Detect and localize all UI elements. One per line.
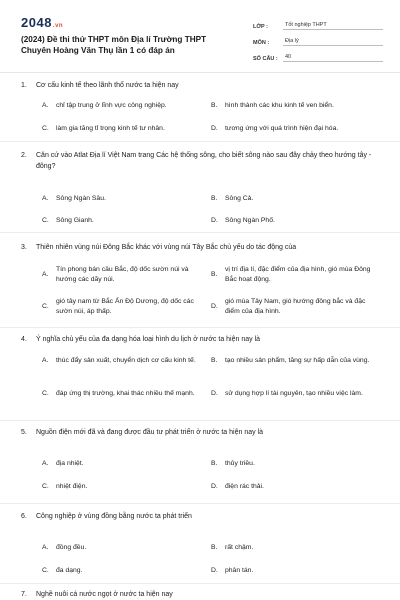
- question-divider: [0, 583, 400, 584]
- option-letter: B.: [211, 271, 218, 278]
- option-letter: B.: [211, 460, 218, 467]
- question-text: Căn cứ vào Atlat Địa lí Việt Nam trang Các hệ thống sông, cho biết sông nào sau đây chảy theo hướng tây - đông?: [36, 152, 372, 170]
- question-2: [21, 150, 383, 224]
- option-b[interactable]: [211, 101, 375, 111]
- question-text: Nghề nuôi cá nước ngọt ở nước ta hiện nay: [36, 591, 173, 598]
- question-divider: [0, 141, 400, 142]
- option-b[interactable]: [211, 459, 375, 469]
- document-title: (2024) Đề thi thử THPT môn Địa lí Trường THPT Chuyên Hoàng Văn Thụ lần 1 có đáp án: [21, 35, 207, 55]
- question-number: 6.: [21, 513, 27, 520]
- option-text: làm gia tăng tỉ trọng kinh tế tư nhân.: [56, 125, 165, 132]
- option-text: tương ứng với quá trình hiện đại hóa.: [225, 125, 339, 132]
- meta-label-class: LỚP :: [253, 24, 268, 30]
- option-d[interactable]: [211, 389, 375, 399]
- question-divider: [0, 420, 400, 421]
- option-letter: C.: [42, 303, 49, 310]
- option-d[interactable]: [211, 297, 375, 317]
- option-letter: A.: [42, 102, 49, 109]
- option-a[interactable]: [42, 194, 206, 204]
- option-letter: D.: [211, 483, 218, 490]
- question-stem: [21, 150, 383, 172]
- option-a[interactable]: [42, 543, 206, 553]
- option-c[interactable]: [42, 216, 206, 226]
- option-c[interactable]: [42, 482, 206, 492]
- option-letter: C.: [42, 567, 49, 574]
- option-text: phân tán.: [225, 567, 254, 574]
- question-divider: [0, 232, 400, 233]
- question-stem: [21, 427, 383, 438]
- logo-main: 2048: [21, 15, 52, 30]
- meta-row-class: [253, 14, 383, 30]
- question-stem: [21, 511, 383, 522]
- question-divider: [0, 327, 400, 328]
- option-a[interactable]: [42, 265, 206, 285]
- option-letter: C.: [42, 483, 49, 490]
- option-b[interactable]: [211, 265, 375, 285]
- question-text: Thiên nhiên vùng núi Đông Bắc khác với vùng núi Tây Bắc chủ yếu do tác động của: [36, 244, 297, 251]
- option-text: nhiệt điện.: [56, 483, 88, 490]
- option-b[interactable]: [211, 543, 375, 553]
- document-meta: [253, 14, 383, 62]
- document-header: [0, 0, 400, 68]
- logo-suffix: .vn: [52, 23, 64, 29]
- question-number: 7.: [21, 591, 27, 598]
- option-text: điện rác thải.: [225, 483, 264, 490]
- option-letter: A.: [42, 357, 49, 364]
- question-text: Nguồn điện mới đã và đang được đầu tư phát triển ở nước ta hiện nay là: [36, 429, 263, 436]
- question-stem: [21, 80, 383, 91]
- option-text: hình thành các khu kinh tế ven biển.: [225, 102, 334, 109]
- question-stem: [21, 589, 383, 600]
- option-letter: A.: [42, 195, 49, 202]
- option-text: Sông Cả.: [225, 195, 254, 202]
- option-text: đồng đều.: [56, 544, 87, 551]
- option-text: đáp ứng thị trường, khai thác nhiều thế mạnh.: [56, 390, 195, 397]
- question-number: 3.: [21, 244, 27, 251]
- option-text: vị trí địa lí, đặc điểm của địa hình, gió mùa Đông Bắc hoạt động.: [225, 266, 371, 283]
- option-c[interactable]: [42, 566, 206, 576]
- option-letter: B.: [211, 102, 218, 109]
- question-number: 5.: [21, 429, 27, 436]
- question-number: 2.: [21, 152, 27, 159]
- option-letter: D.: [211, 217, 218, 224]
- option-letter: B.: [211, 544, 218, 551]
- meta-value-count: 40: [283, 54, 383, 62]
- option-text: sử dụng hợp lí tài nguyên, tạo nhiều việc làm.: [225, 390, 363, 397]
- meta-value-class: Tốt nghiệp THPT: [283, 22, 383, 30]
- option-text: đa dạng.: [56, 567, 83, 574]
- option-letter: C.: [42, 217, 49, 224]
- option-text: thủy triều.: [225, 460, 255, 467]
- question-text: Công nghiệp ở vùng đồng bằng nước ta phát triển: [36, 513, 192, 520]
- meta-label-count: SỐ CÂU :: [253, 56, 278, 62]
- meta-label-subject: MÔN :: [253, 40, 270, 46]
- question-4: [21, 334, 383, 397]
- option-letter: D.: [211, 125, 218, 132]
- option-d[interactable]: [211, 566, 375, 576]
- question-stem: [21, 334, 383, 345]
- option-a[interactable]: [42, 459, 206, 469]
- question-text: Cơ cấu kinh tế theo lãnh thổ nước ta hiện nay: [36, 82, 179, 89]
- option-text: gió mùa Tây Nam, gió hướng đông bắc và đặc điểm của địa hình.: [225, 298, 366, 315]
- question-3: [21, 242, 383, 315]
- option-letter: D.: [211, 303, 218, 310]
- option-a[interactable]: [42, 101, 206, 111]
- meta-value-subject: Địa lý: [283, 38, 383, 46]
- question-5: [21, 427, 383, 490]
- meta-row-subject: [253, 30, 383, 46]
- option-letter: B.: [211, 195, 218, 202]
- option-text: thúc đẩy sản xuất, chuyển dịch cơ cấu kinh tế.: [56, 357, 196, 364]
- option-letter: A.: [42, 271, 49, 278]
- option-text: Sông Ngàn Sâu.: [56, 195, 106, 202]
- option-letter: B.: [211, 357, 218, 364]
- option-letter: A.: [42, 544, 49, 551]
- option-d[interactable]: [211, 482, 375, 492]
- option-c[interactable]: [42, 297, 206, 317]
- option-text: rất chậm.: [225, 544, 254, 551]
- option-text: Sông Gianh.: [56, 217, 94, 224]
- question-stem: [21, 242, 383, 253]
- option-letter: D.: [211, 390, 218, 397]
- option-letter: D.: [211, 567, 218, 574]
- option-d[interactable]: [211, 124, 375, 134]
- option-letter: A.: [42, 460, 49, 467]
- option-b[interactable]: [211, 194, 375, 204]
- option-letter: C.: [42, 390, 49, 397]
- option-text: tạo nhiều sản phẩm, tăng sự hấp dẫn của vùng.: [225, 357, 370, 364]
- question-divider: [0, 503, 400, 504]
- option-d[interactable]: [211, 216, 375, 226]
- option-text: gió tây nam từ Bắc Ấn Độ Dương, độ dốc các sườn núi, áp thấp.: [56, 298, 194, 315]
- site-logo[interactable]: [21, 15, 63, 30]
- option-text: chỉ tập trung ở lĩnh vực công nghiệp.: [56, 102, 167, 109]
- option-a[interactable]: [42, 356, 206, 366]
- question-number: 4.: [21, 336, 27, 343]
- question-1: [21, 80, 383, 132]
- option-letter: C.: [42, 125, 49, 132]
- question-7: [21, 589, 383, 600]
- option-c[interactable]: [42, 389, 206, 399]
- header-divider: [0, 72, 400, 73]
- option-text: Tín phong bán cầu Bắc, độ dốc sườn núi và hướng các dãy núi.: [56, 266, 189, 283]
- meta-row-count: [253, 46, 383, 62]
- option-c[interactable]: [42, 124, 206, 134]
- question-text: Ý nghĩa chủ yếu của đa dạng hóa loại hình du lịch ở nước ta hiện nay là: [36, 336, 261, 343]
- option-text: địa nhiệt.: [56, 460, 84, 467]
- option-b[interactable]: [211, 356, 375, 366]
- question-number: 1.: [21, 82, 27, 89]
- question-6: [21, 511, 383, 574]
- option-text: Sông Ngàn Phố.: [225, 217, 275, 224]
